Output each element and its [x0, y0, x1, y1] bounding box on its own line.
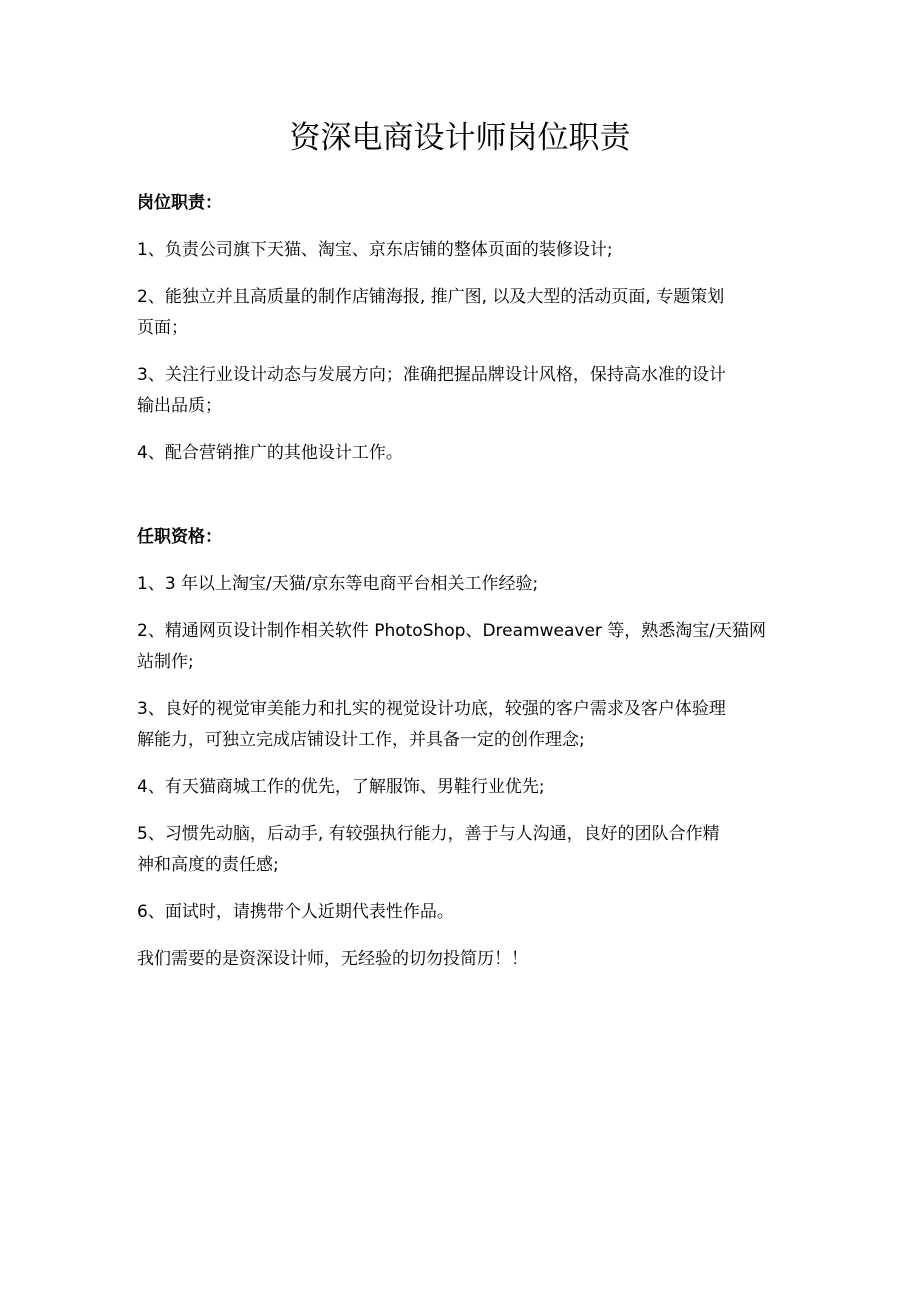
duty-line: 1、负责公司旗下天猫、淘宝、京东店铺的整体页面的装修设计;: [137, 240, 613, 260]
qualification-line: 6、面试时，请携带个人近期代表性作品。: [137, 902, 454, 922]
duty-item: [137, 282, 797, 344]
qualification-item: [137, 694, 797, 756]
duty-line: 页面；: [137, 318, 188, 338]
duty-line: 输出品质；: [137, 396, 222, 416]
qualifications-heading: 任职资格：: [137, 527, 222, 547]
duty-line: 3、关注行业设计动态与发展方向；准确把握品牌设计风格，保持高水准的设计: [137, 365, 726, 385]
duty-line: 2、能独立并且高质量的制作店铺海报, 推广图, 以及大型的活动页面, 专题策划: [137, 287, 725, 307]
duty-item: [137, 235, 797, 266]
qualification-line: 2、精通网页设计制作相关软件 PhotoShop、Dreamweaver 等，熟悉淘宝/天猫网: [137, 621, 767, 641]
qualification-item: [137, 616, 797, 678]
qualifications-section: [137, 522, 797, 991]
qualification-line: 4、有天猫商城工作的优先，了解服饰、男鞋行业优先;: [137, 777, 545, 797]
closing-note-text: 我们需要的是资深设计师，无经验的切勿投简历！！: [137, 949, 528, 969]
qualification-item: [137, 897, 797, 928]
qualification-line: 站制作;: [137, 652, 194, 672]
qualification-line: 解能力，可独立完成店铺设计工作，并具备一定的创作理念;: [137, 730, 585, 750]
duty-line: 4、配合营销推广的其他设计工作。: [137, 443, 403, 463]
duty-item: [137, 438, 797, 469]
duties-section: [137, 188, 797, 485]
qualification-line: 神和高度的责任感;: [137, 855, 279, 875]
qualification-line: 5、习惯先动脑，后动手, 有较强执行能力，善于与人沟通，良好的团队合作精: [137, 824, 720, 844]
qualification-item: [137, 819, 797, 881]
duties-heading: 岗位职责：: [137, 193, 222, 213]
qualification-item: [137, 772, 797, 803]
closing-note: [137, 944, 797, 975]
duty-item: [137, 360, 797, 422]
document-title: 资深电商设计师岗位职责: [289, 120, 631, 156]
qualification-line: 3、良好的视觉审美能力和扎实的视觉设计功底，较强的客户需求及客户体验理: [137, 699, 726, 719]
qualification-line: 1、3 年以上淘宝/天猫/京东等电商平台相关工作经验;: [137, 574, 539, 594]
qualification-item: [137, 569, 797, 600]
